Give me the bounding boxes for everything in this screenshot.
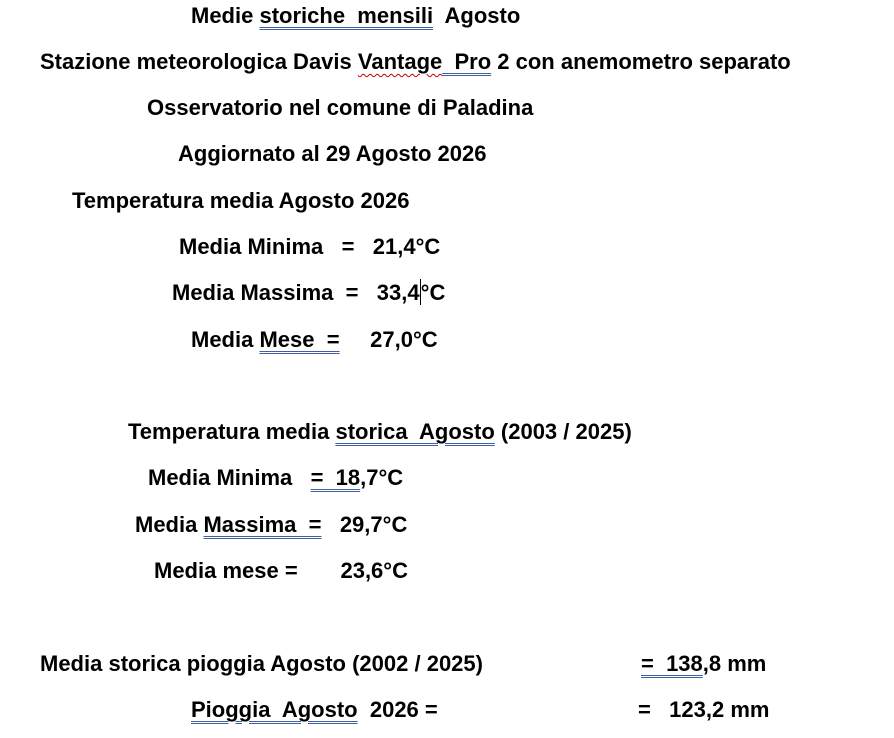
current-month-underlined: Mese = (259, 327, 340, 352)
rain-historical-value (641, 649, 766, 679)
station-text-underlined (442, 49, 454, 74)
historical-title-underlined: storica Agosto (335, 419, 495, 444)
observatory-line: Osservatorio nel comune di Paladina (147, 95, 534, 120)
current-max-line (172, 278, 445, 308)
station-text: Stazione meteorologica Davis (40, 49, 358, 74)
current-temp-title: Temperatura media Agosto 2026 (72, 188, 410, 213)
rain-current-underlined: Pioggia Agosto (191, 697, 358, 722)
station-text: 2 con anemometro separato (491, 49, 791, 74)
historical-max-underlined: Massima = (203, 512, 322, 537)
historical-min-line (148, 463, 403, 493)
historical-temp-title (128, 417, 632, 447)
title-text: Medie (191, 3, 260, 28)
rain-current-year: 2026 = (357, 697, 438, 722)
historical-title-text: Temperatura media (128, 419, 336, 444)
current-max-unit: °C (420, 280, 446, 305)
historical-max-value: 29,7°C (321, 512, 408, 537)
current-month-text: Media (191, 327, 260, 352)
title-text: Agosto (433, 3, 521, 28)
historical-min-value: ,7°C (360, 465, 404, 490)
rain-historical-decimal: ,8 mm (702, 651, 767, 676)
historical-month-line: Media mese = 23,6°C (154, 558, 408, 583)
current-min-line: Media Minima = 21,4°C (179, 234, 441, 259)
historical-min-underlined: = 18 (310, 465, 361, 490)
rain-historical-underlined: = 138 (641, 651, 703, 676)
title-text-underlined: storiche mensili (259, 3, 434, 28)
updated-line: Aggiornato al 29 Agosto 2026 (178, 141, 487, 166)
historical-max-text: Media (135, 512, 204, 537)
historical-title-years: (2003 / 2025) (494, 419, 632, 444)
station-line (40, 47, 791, 77)
rain-current-value: = 123,2 mm (638, 697, 770, 722)
rain-current-label (191, 695, 438, 725)
station-text-spellcheck: Vantage (357, 49, 443, 74)
historical-min-text: Media Minima (148, 465, 311, 490)
title-line-1 (191, 1, 520, 31)
current-month-value: 27,0°C (339, 327, 438, 352)
station-text-underlined: Pro (454, 49, 492, 74)
current-month-line (191, 325, 438, 355)
current-max-text: Media Massima = 33,4 (172, 280, 420, 305)
historical-max-line (135, 510, 407, 540)
rain-historical-label: Media storica pioggia Agosto (2002 / 2025) (40, 651, 483, 676)
